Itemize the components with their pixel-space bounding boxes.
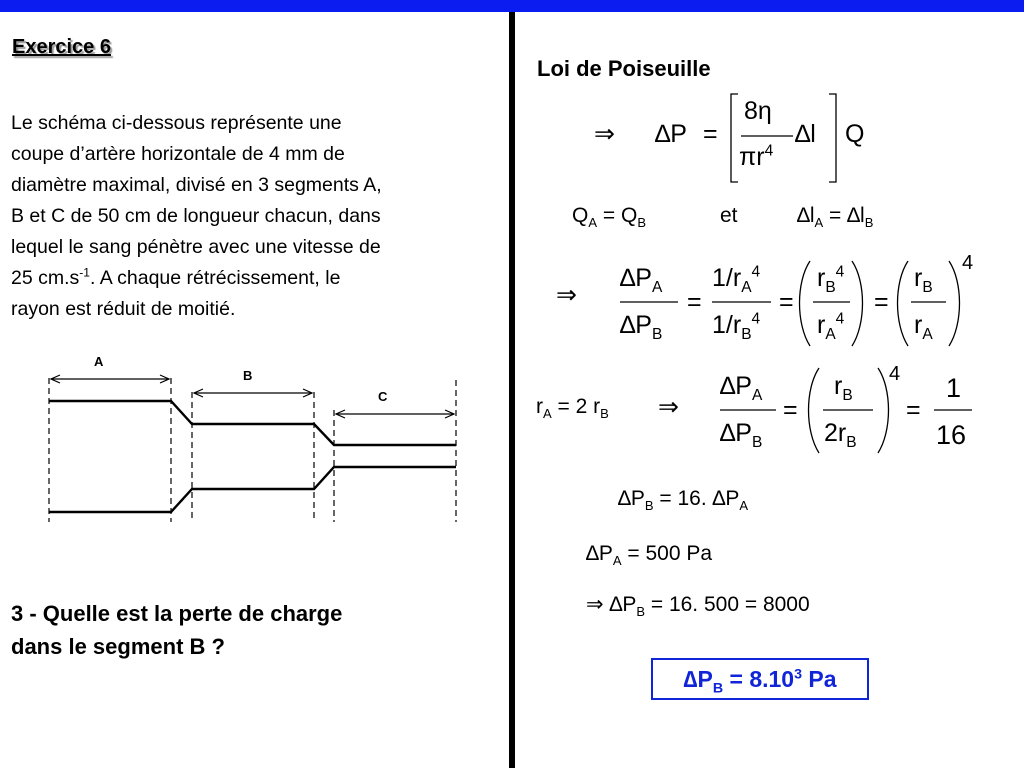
outer-exponent: 4: [962, 252, 974, 274]
implies-symbol: ⇒: [556, 281, 577, 309]
implies-symbol: ⇒: [594, 120, 615, 148]
fraction-sixteen: 16: [936, 420, 967, 450]
solution-heading: Loi de Poiseuille: [537, 56, 711, 81]
ratio-denominator: $\Delta P_B$: [720, 419, 763, 451]
ratio-denominator: $\Delta P_B$: [620, 311, 663, 343]
equals-sign: =: [779, 288, 794, 316]
statement-line: lequel le sang pénètre avec une vitesse de: [11, 236, 381, 258]
ratio-numerator: $\Delta P_A$: [720, 372, 763, 404]
pb-relation: $\Delta P_B = 16$. $\Delta P_A$: [618, 487, 749, 514]
poiseuille-lhs: ∆P: [655, 120, 687, 148]
radius-relation: $r_A = 2$ $r_B$: [536, 395, 609, 422]
poiseuille-numerator: 8η: [744, 97, 772, 125]
radius-a: $r_A$: [914, 311, 933, 343]
statement-line: diamètre maximal, divisé en 3 segments A,: [11, 174, 382, 196]
statement-line: . A chaque rétrécissement, le: [90, 267, 341, 289]
segment-a-label: A: [94, 354, 104, 369]
inverse-radius-b: $1/r_B^4$: [712, 310, 761, 343]
equals-sign: =: [687, 288, 702, 316]
two-radius-b: $2r_B$: [824, 419, 857, 451]
flow-equality: $Q_A = Q_B$: [572, 204, 646, 231]
and-word: et: [720, 204, 738, 227]
pa-value: $\Delta P_A = 500$ Pa: [586, 542, 713, 569]
exercise-title: Exercice 6: [12, 36, 111, 58]
statement-line: B et C de 50 cm de longueur chacun, dans: [11, 205, 381, 227]
statement-line: Le schéma ci-dessous représente une: [11, 112, 342, 134]
statement-line: 25 cm.s: [11, 267, 80, 289]
poiseuille-flow: Q: [845, 120, 865, 148]
poiseuille-denominator: $\pi r^4$: [739, 142, 774, 171]
equals-sign: =: [874, 288, 889, 316]
equals-sign: =: [906, 396, 921, 424]
equals-sign: =: [783, 396, 798, 424]
radius-b: $r_B$: [914, 264, 933, 296]
pb-calculation: ⇒ $\Delta P_B = 16$. 500 = 8000: [586, 593, 810, 620]
poiseuille-length: ∆l: [795, 120, 816, 148]
length-equality: $\Delta l_A = \Delta l_B$: [797, 204, 874, 231]
radius-b: $r_B$: [834, 372, 853, 404]
final-answer-box: $\Delta P_B = 8.10^3$ Pa: [651, 658, 869, 700]
segment-c-label: C: [378, 389, 388, 404]
ratio-numerator: $\Delta P_A$: [620, 264, 663, 296]
question-line: dans le segment B ?: [11, 634, 225, 659]
implies-symbol: ⇒: [658, 393, 679, 421]
radius-a-pow: $r_A^4$: [817, 310, 845, 343]
statement-line: coupe d’artère horizontale de 4 mm de: [11, 143, 345, 165]
statement-exponent: -1: [79, 265, 91, 280]
fraction-one: 1: [946, 373, 962, 403]
radius-b-pow: $r_B^4$: [817, 263, 845, 296]
outer-exponent: 4: [889, 363, 901, 385]
statement-line: rayon est réduit de moitié.: [11, 298, 236, 320]
equals-sign: =: [703, 120, 718, 148]
segment-b-label: B: [243, 368, 253, 383]
inverse-radius-a: $1/r_A^4$: [712, 263, 761, 296]
question-line: 3 - Quelle est la perte de charge: [11, 601, 343, 626]
